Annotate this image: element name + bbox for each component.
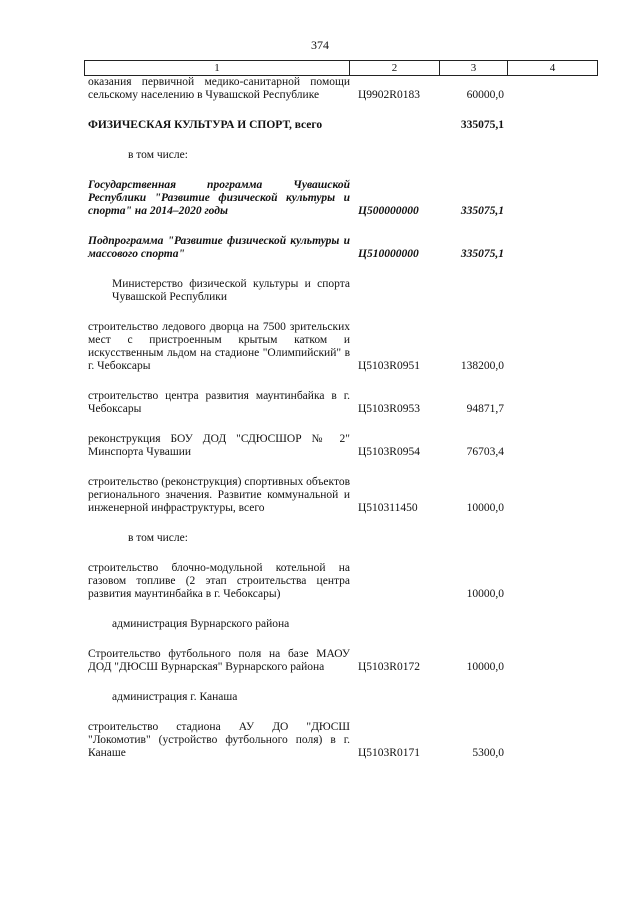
row-name: строительство центра развития маунтинбайка в г. Чебоксары xyxy=(88,390,350,415)
row-amount: 94871,7 xyxy=(466,403,504,415)
row-amount: 335075,1 xyxy=(460,205,504,217)
table-row xyxy=(88,476,593,515)
table-row xyxy=(88,691,593,704)
header-col-3: 3 xyxy=(440,61,508,76)
table-row xyxy=(88,433,593,459)
row-name: администрация Вурнарского района xyxy=(112,618,290,630)
table-row xyxy=(88,562,593,601)
table-row xyxy=(88,648,593,674)
row-amount: 76703,4 xyxy=(466,446,504,458)
header-col-1: 1 xyxy=(85,61,350,76)
row-code: Ц500000000 xyxy=(358,205,419,217)
table-row xyxy=(88,390,593,416)
row-name: строительство (реконструкция) спортивных объектов регионального значения. Развитие коммунальной и инженерной инфраструктуры, всего xyxy=(88,476,350,514)
row-name: Министерство физической культуры и спорта Чувашской Республики xyxy=(112,278,350,303)
row-amount: 5300,0 xyxy=(472,747,504,759)
table-body xyxy=(88,76,593,760)
row-code: Ц5103R0953 xyxy=(358,403,420,415)
table-row xyxy=(88,149,593,162)
table-row xyxy=(88,721,593,760)
page-number: 374 xyxy=(311,38,329,52)
table-row xyxy=(88,321,593,373)
row-name: оказания первичной медико-санитарной помощи сельскому населению в Чувашской Республике xyxy=(88,76,350,101)
row-code: Ц5103R0951 xyxy=(358,360,420,372)
row-amount: 60000,0 xyxy=(466,89,504,101)
row-amount: 335075,1 xyxy=(460,119,504,131)
row-name: в том числе: xyxy=(128,149,188,161)
row-name: в том числе: xyxy=(128,532,188,544)
row-amount: 335075,1 xyxy=(460,248,504,260)
row-amount: 10000,0 xyxy=(466,588,504,600)
row-name: строительство стадиона АУ ДО "ДЮСШ "Локомотив" (устройство футбольного поля) в г. Канаше xyxy=(88,721,350,759)
row-code: Ц5103R0172 xyxy=(358,661,420,673)
row-name: ФИЗИЧЕСКАЯ КУЛЬТУРА И СПОРТ, всего xyxy=(88,119,323,131)
row-name: строительство блочно-модульной котельной на газовом топливе (2 этап строительства центра развития маунтинбайка в г. Чебоксары) xyxy=(88,562,350,600)
row-name: строительство ледового дворца на 7500 зрительских мест с пристроенным крытым катком и искусственным льдом на стадионе "Олимпийский" в г. Чебоксары xyxy=(88,321,350,372)
row-name: Строительство футбольного поля на базе МАОУ ДОД "ДЮСШ Вурнарская" Вурнарского района xyxy=(88,648,350,673)
table-row xyxy=(88,119,593,132)
table-row xyxy=(88,179,593,218)
table-row xyxy=(88,76,593,102)
row-code: Ц5103R0171 xyxy=(358,747,420,759)
table-row xyxy=(88,618,593,631)
row-amount: 10000,0 xyxy=(466,661,504,673)
table-row xyxy=(88,532,593,545)
header-col-4: 4 xyxy=(508,61,598,76)
row-code: Ц5103R0954 xyxy=(358,446,420,458)
row-code: Ц510311450 xyxy=(358,502,418,514)
row-name: Государственная программа Чувашской Республики "Развитие физической культуры и спорта" на 2014–2020 годы xyxy=(88,179,350,217)
row-name: Подпрограмма "Развитие физической культуры и массового спорта" xyxy=(88,235,350,260)
row-code: Ц510000000 xyxy=(358,248,419,260)
table-row xyxy=(88,278,593,304)
row-name: администрация г. Канаша xyxy=(112,691,238,703)
row-amount: 138200,0 xyxy=(460,360,504,372)
row-amount: 10000,0 xyxy=(466,502,504,514)
header-col-2: 2 xyxy=(350,61,440,76)
row-code: Ц9902R0183 xyxy=(358,89,420,101)
table-header xyxy=(84,60,598,76)
table-row xyxy=(88,235,593,261)
row-name: реконструкция БОУ ДОД "СДЮСШОР № 2" Минспорта Чувашии xyxy=(88,433,350,458)
